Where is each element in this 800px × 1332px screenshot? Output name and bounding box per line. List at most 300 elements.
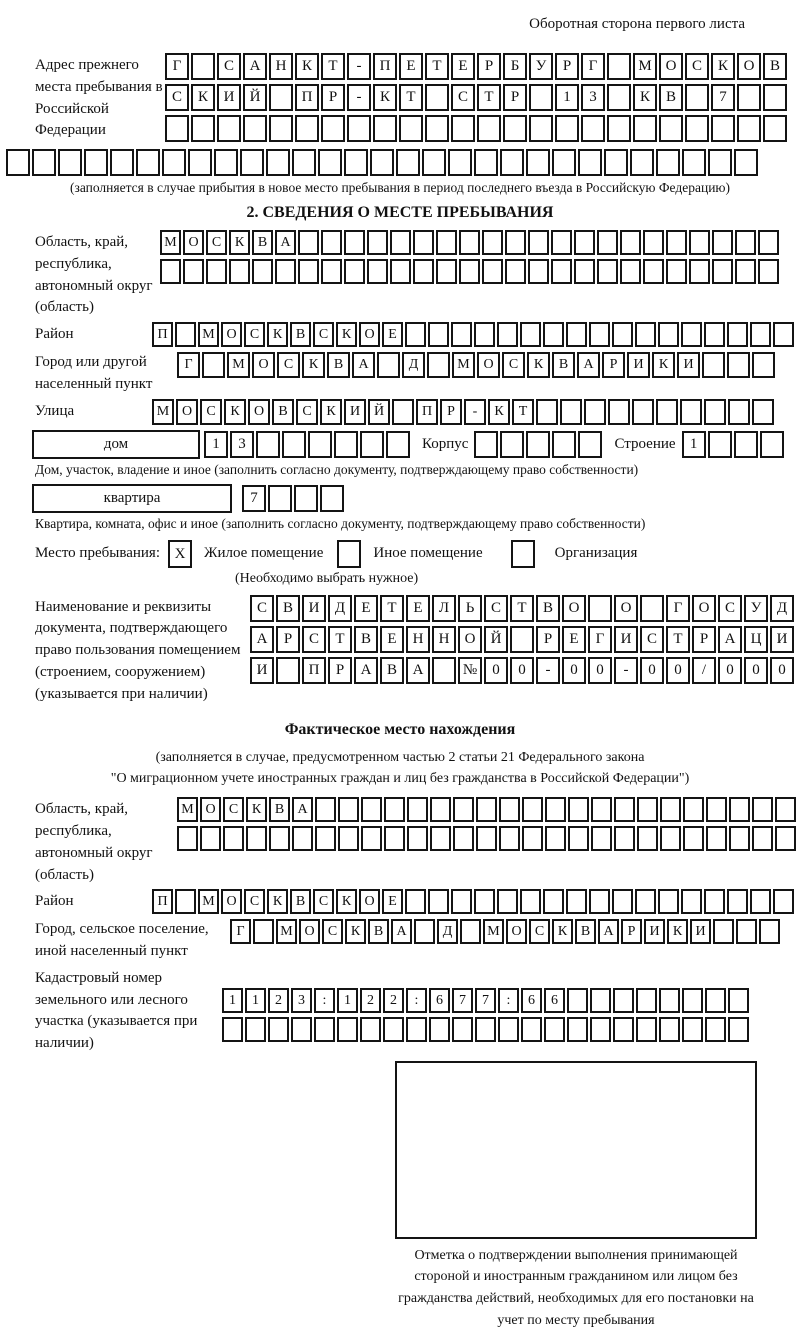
char-box[interactable]: С <box>296 399 318 425</box>
char-box[interactable] <box>588 595 612 622</box>
char-box[interactable]: Р <box>621 919 642 944</box>
char-box[interactable]: В <box>536 595 560 622</box>
char-box[interactable] <box>763 115 787 142</box>
char-box[interactable]: Е <box>382 322 403 347</box>
char-box[interactable]: 1 <box>245 988 266 1013</box>
char-box[interactable]: М <box>177 797 198 822</box>
char-box[interactable] <box>191 115 215 142</box>
char-box[interactable] <box>682 988 703 1013</box>
stay-type-checkbox-other[interactable] <box>337 540 361 568</box>
char-box[interactable] <box>268 485 292 512</box>
char-box[interactable]: П <box>416 399 438 425</box>
char-box[interactable]: М <box>160 230 181 255</box>
char-box[interactable]: О <box>458 626 482 653</box>
char-box[interactable]: К <box>667 919 688 944</box>
char-box[interactable] <box>775 797 796 822</box>
char-box[interactable] <box>567 988 588 1013</box>
char-box[interactable] <box>729 826 750 851</box>
char-box[interactable] <box>660 826 681 851</box>
char-box[interactable]: И <box>690 919 711 944</box>
char-box[interactable] <box>451 115 475 142</box>
char-box[interactable]: А <box>250 626 274 653</box>
char-box[interactable]: В <box>290 322 311 347</box>
char-box[interactable] <box>589 889 610 914</box>
char-box[interactable] <box>636 1017 657 1042</box>
char-box[interactable] <box>256 431 280 458</box>
char-box[interactable] <box>529 115 553 142</box>
char-box[interactable]: 0 <box>588 657 612 684</box>
char-box[interactable] <box>750 322 771 347</box>
char-box[interactable] <box>165 115 189 142</box>
char-box[interactable]: П <box>373 53 397 80</box>
char-box[interactable] <box>253 919 274 944</box>
char-box[interactable] <box>361 797 382 822</box>
char-box[interactable] <box>476 797 497 822</box>
char-box[interactable] <box>6 149 30 176</box>
char-box[interactable]: Г <box>230 919 251 944</box>
char-box[interactable]: / <box>692 657 716 684</box>
char-box[interactable]: С <box>200 399 222 425</box>
char-box[interactable] <box>712 230 733 255</box>
char-box[interactable]: 1 <box>204 431 228 458</box>
char-box[interactable]: 7 <box>452 988 473 1013</box>
char-box[interactable] <box>505 259 526 284</box>
char-box[interactable]: А <box>598 919 619 944</box>
char-box[interactable]: 7 <box>711 84 735 111</box>
char-box[interactable] <box>399 115 423 142</box>
char-box[interactable] <box>659 1017 680 1042</box>
char-box[interactable] <box>315 797 336 822</box>
char-box[interactable]: Ь <box>458 595 482 622</box>
char-box[interactable] <box>735 259 756 284</box>
char-box[interactable]: К <box>302 352 325 378</box>
char-box[interactable] <box>574 259 595 284</box>
char-box[interactable]: 7 <box>475 988 496 1013</box>
char-box[interactable] <box>705 988 726 1013</box>
char-box[interactable] <box>578 431 602 458</box>
char-box[interactable]: Т <box>666 626 690 653</box>
char-box[interactable]: А <box>718 626 742 653</box>
char-box[interactable]: В <box>552 352 575 378</box>
char-box[interactable] <box>295 115 319 142</box>
char-box[interactable] <box>706 797 727 822</box>
char-box[interactable] <box>240 149 264 176</box>
char-box[interactable] <box>384 826 405 851</box>
char-box[interactable]: О <box>221 889 242 914</box>
char-box[interactable] <box>528 230 549 255</box>
char-box[interactable]: К <box>527 352 550 378</box>
char-box[interactable] <box>498 1017 519 1042</box>
char-box[interactable]: А <box>354 657 378 684</box>
char-box[interactable]: Д <box>402 352 425 378</box>
char-box[interactable] <box>614 826 635 851</box>
char-box[interactable] <box>367 230 388 255</box>
char-box[interactable] <box>637 797 658 822</box>
char-box[interactable] <box>84 149 108 176</box>
char-box[interactable] <box>347 115 371 142</box>
char-box[interactable] <box>763 84 787 111</box>
char-box[interactable]: Р <box>276 626 300 653</box>
char-box[interactable] <box>604 149 628 176</box>
char-box[interactable]: К <box>229 230 250 255</box>
char-box[interactable]: - <box>347 53 371 80</box>
char-box[interactable] <box>637 826 658 851</box>
char-box[interactable] <box>58 149 82 176</box>
char-box[interactable]: С <box>223 797 244 822</box>
char-box[interactable] <box>773 322 794 347</box>
char-box[interactable]: 0 <box>666 657 690 684</box>
char-box[interactable]: Й <box>243 84 267 111</box>
char-box[interactable]: В <box>575 919 596 944</box>
char-box[interactable]: Р <box>321 84 345 111</box>
char-box[interactable]: К <box>488 399 510 425</box>
char-box[interactable] <box>544 1017 565 1042</box>
char-box[interactable]: М <box>276 919 297 944</box>
char-box[interactable] <box>711 115 735 142</box>
char-box[interactable]: О <box>614 595 638 622</box>
char-box[interactable]: Г <box>581 53 605 80</box>
char-box[interactable]: И <box>344 399 366 425</box>
char-box[interactable]: А <box>275 230 296 255</box>
char-box[interactable] <box>392 399 414 425</box>
char-box[interactable] <box>405 322 426 347</box>
char-box[interactable]: Б <box>503 53 527 80</box>
char-box[interactable] <box>321 115 345 142</box>
char-box[interactable] <box>315 826 336 851</box>
char-box[interactable] <box>298 259 319 284</box>
char-box[interactable]: В <box>276 595 300 622</box>
char-box[interactable]: К <box>267 322 288 347</box>
char-box[interactable]: 1 <box>555 84 579 111</box>
char-box[interactable] <box>136 149 160 176</box>
char-box[interactable] <box>591 826 612 851</box>
char-box[interactable] <box>526 431 550 458</box>
char-box[interactable] <box>590 988 611 1013</box>
char-box[interactable] <box>275 259 296 284</box>
char-box[interactable] <box>734 149 758 176</box>
char-box[interactable] <box>422 149 446 176</box>
char-box[interactable] <box>529 84 553 111</box>
char-box[interactable] <box>191 53 215 80</box>
char-box[interactable] <box>543 889 564 914</box>
char-box[interactable] <box>414 919 435 944</box>
char-box[interactable] <box>520 322 541 347</box>
char-box[interactable]: С <box>718 595 742 622</box>
char-box[interactable] <box>222 1017 243 1042</box>
char-box[interactable]: А <box>292 797 313 822</box>
char-box[interactable] <box>482 259 503 284</box>
char-box[interactable] <box>459 259 480 284</box>
char-box[interactable]: М <box>198 889 219 914</box>
char-box[interactable] <box>727 322 748 347</box>
char-box[interactable] <box>612 889 633 914</box>
char-box[interactable]: Д <box>437 919 458 944</box>
char-box[interactable] <box>338 826 359 851</box>
char-box[interactable]: Г <box>177 352 200 378</box>
char-box[interactable]: М <box>198 322 219 347</box>
char-box[interactable]: Е <box>380 626 404 653</box>
char-box[interactable]: О <box>737 53 761 80</box>
char-box[interactable]: С <box>313 889 334 914</box>
char-box[interactable] <box>728 988 749 1013</box>
char-box[interactable] <box>453 826 474 851</box>
char-box[interactable] <box>451 322 472 347</box>
char-box[interactable] <box>384 797 405 822</box>
char-box[interactable]: В <box>368 919 389 944</box>
char-box[interactable]: К <box>345 919 366 944</box>
char-box[interactable] <box>614 797 635 822</box>
char-box[interactable] <box>476 826 497 851</box>
char-box[interactable]: Л <box>432 595 456 622</box>
char-box[interactable] <box>555 115 579 142</box>
char-box[interactable] <box>243 115 267 142</box>
char-box[interactable] <box>428 889 449 914</box>
char-box[interactable] <box>685 115 709 142</box>
char-box[interactable]: 0 <box>770 657 794 684</box>
char-box[interactable]: С <box>217 53 241 80</box>
char-box[interactable] <box>110 149 134 176</box>
char-box[interactable]: 2 <box>268 988 289 1013</box>
char-box[interactable]: Ц <box>744 626 768 653</box>
char-box[interactable]: К <box>336 322 357 347</box>
char-box[interactable]: К <box>295 53 319 80</box>
char-box[interactable]: О <box>692 595 716 622</box>
char-box[interactable]: 7 <box>242 485 266 512</box>
char-box[interactable]: Н <box>269 53 293 80</box>
apartment-type-box[interactable]: квартира <box>32 484 232 513</box>
char-box[interactable]: А <box>406 657 430 684</box>
char-box[interactable] <box>344 149 368 176</box>
char-box[interactable] <box>750 889 771 914</box>
char-box[interactable] <box>752 797 773 822</box>
char-box[interactable]: К <box>224 399 246 425</box>
char-box[interactable] <box>214 149 238 176</box>
char-box[interactable] <box>704 399 726 425</box>
char-box[interactable]: Е <box>382 889 403 914</box>
char-box[interactable]: 2 <box>360 988 381 1013</box>
char-box[interactable]: 0 <box>718 657 742 684</box>
char-box[interactable] <box>568 826 589 851</box>
char-box[interactable] <box>683 826 704 851</box>
char-box[interactable] <box>175 889 196 914</box>
char-box[interactable] <box>246 826 267 851</box>
char-box[interactable]: С <box>313 322 334 347</box>
stay-type-checkbox-residential[interactable]: X <box>168 540 192 568</box>
char-box[interactable] <box>682 1017 703 1042</box>
char-box[interactable] <box>643 259 664 284</box>
char-box[interactable] <box>543 322 564 347</box>
char-box[interactable] <box>680 399 702 425</box>
char-box[interactable]: 0 <box>562 657 586 684</box>
char-box[interactable] <box>499 826 520 851</box>
char-box[interactable]: В <box>269 797 290 822</box>
char-box[interactable] <box>32 149 56 176</box>
char-box[interactable]: А <box>243 53 267 80</box>
char-box[interactable] <box>291 1017 312 1042</box>
char-box[interactable]: А <box>391 919 412 944</box>
char-box[interactable] <box>266 149 290 176</box>
char-box[interactable] <box>712 259 733 284</box>
char-box[interactable]: С <box>484 595 508 622</box>
char-box[interactable] <box>705 1017 726 1042</box>
char-box[interactable] <box>175 322 196 347</box>
char-box[interactable] <box>578 149 602 176</box>
char-box[interactable]: Р <box>328 657 352 684</box>
char-box[interactable] <box>337 1017 358 1042</box>
char-box[interactable] <box>551 230 572 255</box>
char-box[interactable] <box>635 889 656 914</box>
char-box[interactable] <box>666 230 687 255</box>
char-box[interactable] <box>613 988 634 1013</box>
char-box[interactable] <box>708 149 732 176</box>
char-box[interactable] <box>427 352 450 378</box>
char-box[interactable]: Й <box>484 626 508 653</box>
char-box[interactable] <box>499 797 520 822</box>
char-box[interactable]: И <box>250 657 274 684</box>
char-box[interactable] <box>292 826 313 851</box>
char-box[interactable]: Г <box>666 595 690 622</box>
char-box[interactable] <box>268 1017 289 1042</box>
char-box[interactable]: 0 <box>484 657 508 684</box>
char-box[interactable] <box>759 919 780 944</box>
char-box[interactable] <box>656 149 680 176</box>
char-box[interactable] <box>656 399 678 425</box>
char-box[interactable] <box>344 230 365 255</box>
char-box[interactable]: С <box>529 919 550 944</box>
char-box[interactable] <box>505 230 526 255</box>
char-box[interactable] <box>292 149 316 176</box>
char-box[interactable] <box>552 149 576 176</box>
char-box[interactable]: Р <box>477 53 501 80</box>
char-box[interactable] <box>737 84 761 111</box>
char-box[interactable] <box>294 485 318 512</box>
char-box[interactable]: К <box>191 84 215 111</box>
char-box[interactable] <box>522 797 543 822</box>
char-box[interactable] <box>689 230 710 255</box>
char-box[interactable]: Р <box>503 84 527 111</box>
char-box[interactable]: О <box>200 797 221 822</box>
char-box[interactable] <box>752 352 775 378</box>
char-box[interactable]: И <box>644 919 665 944</box>
char-box[interactable] <box>406 1017 427 1042</box>
char-box[interactable] <box>567 1017 588 1042</box>
char-box[interactable]: Т <box>477 84 501 111</box>
char-box[interactable]: 6 <box>544 988 565 1013</box>
char-box[interactable]: К <box>336 889 357 914</box>
char-box[interactable] <box>320 485 344 512</box>
char-box[interactable] <box>407 797 428 822</box>
char-box[interactable] <box>334 431 358 458</box>
char-box[interactable] <box>581 115 605 142</box>
char-box[interactable]: П <box>295 84 319 111</box>
char-box[interactable] <box>430 797 451 822</box>
char-box[interactable]: М <box>483 919 504 944</box>
char-box[interactable] <box>522 826 543 851</box>
char-box[interactable] <box>202 352 225 378</box>
char-box[interactable]: 6 <box>521 988 542 1013</box>
char-box[interactable]: 0 <box>640 657 664 684</box>
char-box[interactable]: 2 <box>383 988 404 1013</box>
char-box[interactable] <box>269 115 293 142</box>
char-box[interactable]: И <box>614 626 638 653</box>
char-box[interactable]: С <box>165 84 189 111</box>
char-box[interactable]: 1 <box>222 988 243 1013</box>
char-box[interactable] <box>659 988 680 1013</box>
char-box[interactable] <box>432 657 456 684</box>
char-box[interactable]: О <box>248 399 270 425</box>
char-box[interactable] <box>704 322 725 347</box>
char-box[interactable]: Н <box>406 626 430 653</box>
char-box[interactable]: : <box>314 988 335 1013</box>
char-box[interactable]: Р <box>440 399 462 425</box>
char-box[interactable] <box>386 431 410 458</box>
char-box[interactable] <box>405 889 426 914</box>
char-box[interactable] <box>497 889 518 914</box>
char-box[interactable] <box>773 889 794 914</box>
char-box[interactable] <box>589 322 610 347</box>
char-box[interactable]: М <box>633 53 657 80</box>
char-box[interactable]: Т <box>328 626 352 653</box>
char-box[interactable] <box>607 84 631 111</box>
char-box[interactable] <box>482 230 503 255</box>
char-box[interactable]: И <box>302 595 326 622</box>
char-box[interactable] <box>630 149 654 176</box>
char-box[interactable] <box>728 399 750 425</box>
char-box[interactable] <box>183 259 204 284</box>
char-box[interactable]: 0 <box>510 657 534 684</box>
char-box[interactable] <box>360 1017 381 1042</box>
char-box[interactable]: А <box>352 352 375 378</box>
char-box[interactable]: С <box>451 84 475 111</box>
char-box[interactable] <box>475 1017 496 1042</box>
char-box[interactable]: Е <box>562 626 586 653</box>
char-box[interactable] <box>474 431 498 458</box>
char-box[interactable] <box>367 259 388 284</box>
char-box[interactable] <box>344 259 365 284</box>
char-box[interactable] <box>728 1017 749 1042</box>
char-box[interactable] <box>521 1017 542 1042</box>
char-box[interactable]: : <box>406 988 427 1013</box>
char-box[interactable] <box>452 1017 473 1042</box>
char-box[interactable] <box>708 431 732 458</box>
char-box[interactable] <box>640 595 664 622</box>
char-box[interactable]: Е <box>451 53 475 80</box>
char-box[interactable] <box>269 826 290 851</box>
char-box[interactable] <box>390 230 411 255</box>
char-box[interactable] <box>206 259 227 284</box>
char-box[interactable]: В <box>272 399 294 425</box>
char-box[interactable] <box>308 431 332 458</box>
char-box[interactable] <box>396 149 420 176</box>
char-box[interactable]: - <box>347 84 371 111</box>
char-box[interactable] <box>682 149 706 176</box>
char-box[interactable]: И <box>770 626 794 653</box>
char-box[interactable]: К <box>652 352 675 378</box>
char-box[interactable]: К <box>267 889 288 914</box>
char-box[interactable]: О <box>506 919 527 944</box>
char-box[interactable]: Д <box>328 595 352 622</box>
char-box[interactable] <box>545 797 566 822</box>
char-box[interactable]: М <box>452 352 475 378</box>
char-box[interactable]: А <box>577 352 600 378</box>
char-box[interactable]: Е <box>406 595 430 622</box>
char-box[interactable]: С <box>244 322 265 347</box>
char-box[interactable] <box>545 826 566 851</box>
char-box[interactable]: Р <box>536 626 560 653</box>
char-box[interactable] <box>584 399 606 425</box>
char-box[interactable]: Н <box>432 626 456 653</box>
char-box[interactable] <box>551 259 572 284</box>
